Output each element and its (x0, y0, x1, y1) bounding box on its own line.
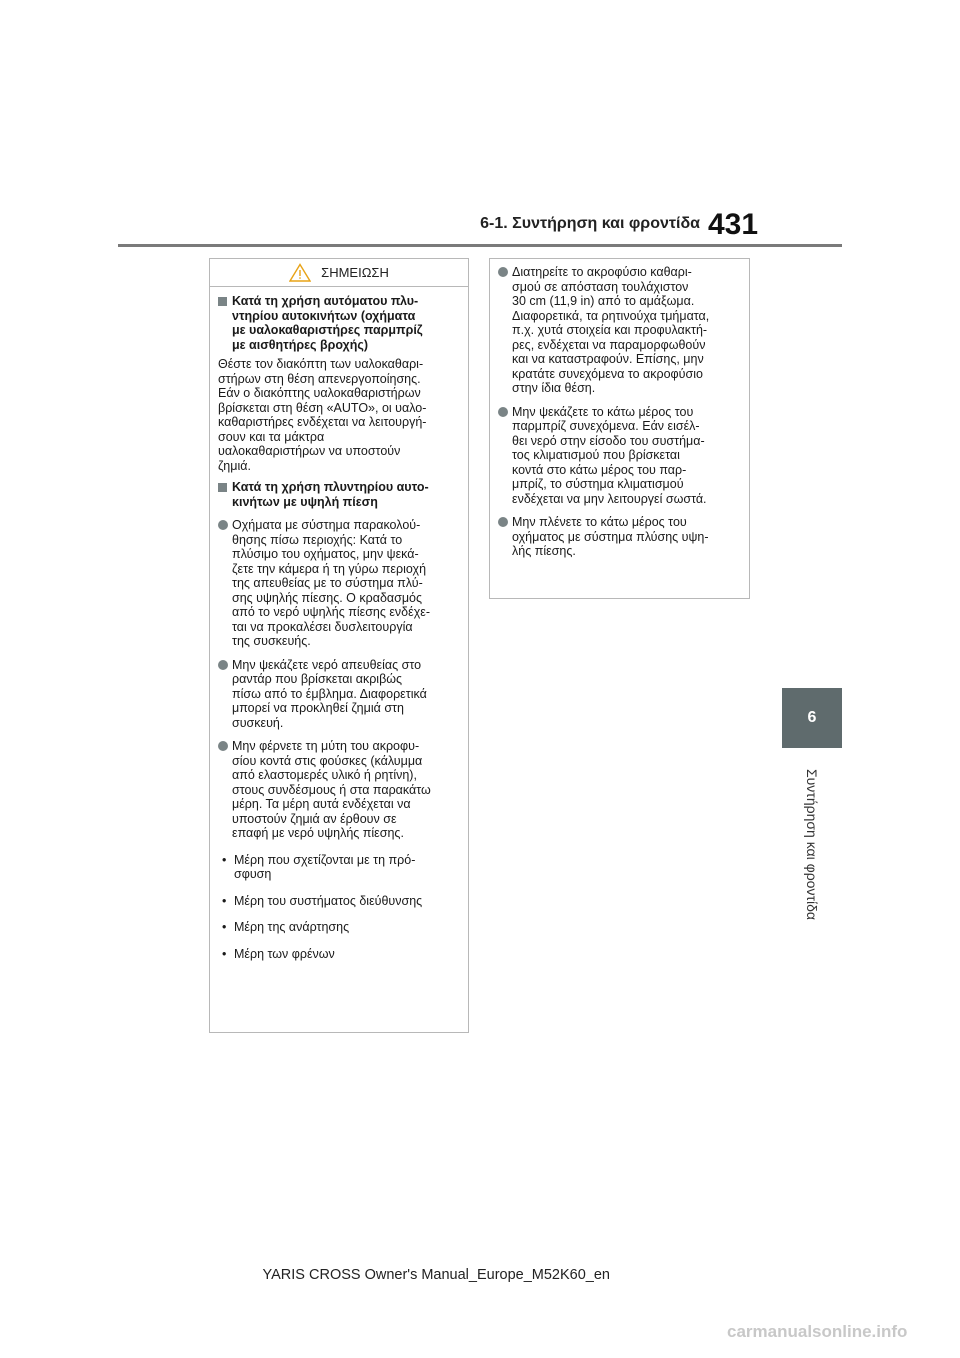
round-bullet-icon (218, 520, 228, 530)
square-bullet-icon (218, 297, 227, 306)
square-bullet-icon (218, 483, 227, 492)
chapter-side-label: Συντήρηση και φροντίδα (804, 768, 820, 920)
header-rule (118, 244, 842, 247)
section-heading-high-pressure: Κατά τη χρήση πλυντηρίου αυτο- κινήτων με υψηλή πίεση (218, 480, 460, 509)
round-bullet-icon (218, 741, 228, 751)
warning-triangle-icon (289, 263, 311, 282)
sub-list-item: • Μέρη των φρένων (222, 946, 335, 961)
round-bullet-icon (498, 407, 508, 417)
chapter-tab[interactable] (782, 688, 842, 748)
sub-list-item: • Μέρη που σχετίζονται με τη πρό- σφυση (222, 852, 416, 881)
round-bullet-icon (498, 517, 508, 527)
notice-box-right (489, 258, 750, 599)
watermark[interactable]: carmanualsonline.info (727, 1322, 908, 1341)
chapter-number: 6 (807, 709, 817, 726)
round-bullet-icon (498, 267, 508, 277)
section-heading-sensor-wipers: Κατά τη χρήση αυτόματου πλυ- ντηρίου αυτοκινήτων (οχήματα με υαλοκαθαριστήρες παρμπρίζ με αισθητήρες βροχής) (218, 294, 460, 352)
notice-header (210, 259, 468, 287)
list-item: Διατηρείτε το ακροφύσιο καθαρι- σμού σε απόσταση τουλάχιστον 30 cm (11,9 in) από το αμάξωμα. Διαφορετικά, τα ρητινούχα τμήματα, π.χ. χυτά στοιχεία και προφυλακτή- ρες, ενδέχεται να παραμορφωθούν και να καταστραφούν. Επίσης, μην κρατάτε συνεχόμενα το ακροφύσιο στην ίδια θέση. (498, 265, 741, 396)
round-bullet-icon (218, 660, 228, 670)
section-title: 6-1. Συντήρηση και φροντίδα (480, 215, 700, 232)
sub-list-item: • Μέρη του συστήματος διεύθυνσης (222, 893, 423, 908)
page-number: 431 (708, 208, 759, 241)
list-item: Οχήματα με σύστημα παρακολού- θησης πίσω περιοχής: Κατά το πλύσιμο του οχήματος, μην ψεκά- ζετε την κάμερα ή τη γύρω περιοχή της απευθείας με το σύστημα πλύ- σης υψηλής πίεσης. Ο κραδασμός από το νερό υψηλής πίεσης ενδέχε- ται να προκαλέσει δυσλειτουργία της συσκευής. (218, 518, 460, 649)
list-item: Μην ψεκάζετε το κάτω μέρος του παρμπρίζ συνεχόμενα. Εάν εισέλ- θει νερό στην είσοδο του συστήμα- τος κλιματισμού που βρίσκεται κοντά στο κάτω μέρος του παρ- μπρίζ, το σύστημα κλιματισμού ενδέχεται να μην λειτουργεί σωστά. (498, 405, 741, 507)
list-item: Μην φέρνετε τη μύτη του ακροφυ- σίου κοντά στις φούσκες (κάλυμμα από ελαστομερές υλικό ή ρητίνη), στους συνδέσμους ή στα παρακάτω μέρη. Τα μέρη αυτά ενδέχεται να υποστούν ζημιά αν έρθουν σε επαφή με νερό υψηλής πίεσης. (218, 739, 460, 841)
sub-list-item: • Μέρη της ανάρτησης (222, 920, 350, 934)
footer-text: YARIS CROSS Owner's Manual_Europe_M52K60_en (262, 1267, 610, 1283)
list-item: Μην πλένετε το κάτω μέρος του οχήματος με σύστημα πλύσης υψη- λής πίεσης. (498, 515, 741, 559)
notice-box-left (209, 258, 469, 1033)
list-item: Μην ψεκάζετε νερό απευθείας στο ραντάρ που βρίσκεται ακριβώς πίσω από το έμβλημα. Διαφορετικά μπορεί να προκληθεί ζημιά στη συσκευή. (218, 658, 460, 731)
paragraph-wipers-off: Θέστε τον διακόπτη των υαλοκαθαρι- στήρων στη θέση απενεργοποίησης. Εάν ο διακόπτης υαλοκαθαριστήρων βρίσκεται στη θέση «AUTO», οι υαλο- καθαριστήρες ενδέχεται να λειτουργή- σουν και τα μάκτρα υαλοκαθαριστήρων να υποστούν ζημιά. (218, 357, 427, 473)
notice-title: ΣΗΜΕΙΩΣΗ (321, 265, 389, 280)
